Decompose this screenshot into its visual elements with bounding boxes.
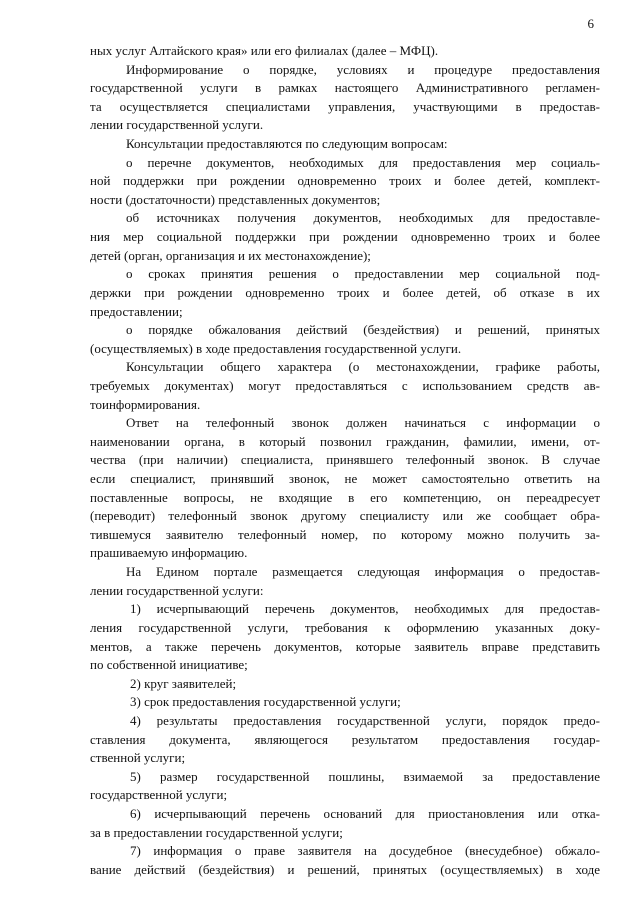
text-line: На Едином портале размещается следующая информация о предостав- — [126, 564, 600, 580]
text-line: Консультации предоставляются по следующим вопросам: — [126, 136, 448, 152]
text-line: государственной услуги в рамках настоящего Административного регламен- — [90, 80, 600, 96]
text-line: тоинформирования. — [90, 396, 201, 412]
text-line: (осуществляемых) в ходе предоставления государственной услуги. — [90, 340, 462, 356]
text-line: та осуществляется специалистами управления, участвующими в предостав- — [90, 98, 600, 114]
text-line: о сроках принятия решения о предоставлении мер социальной под- — [126, 266, 600, 282]
text-line: лении государственной услуги. — [90, 117, 264, 133]
text-line: ления государственной услуги, требования к оформлению указанных доку- — [90, 619, 600, 635]
text-line: требуемых документах) могут предоставляться с использованием средств ав- — [90, 377, 600, 393]
text-line: прашиваемую информацию. — [90, 545, 248, 561]
text-line: (переводит) телефонный звонок другому специалисту или же сообщает обра- — [90, 508, 600, 524]
text-line: по собственной инициативе; — [90, 657, 248, 673]
text-line: о порядке обжалования действий (бездействия) и решений, принятых — [126, 322, 600, 338]
text-line: об источниках получения документов, необходимых для предоставле- — [126, 210, 600, 226]
text-line: поставленные вопросы, не входящие в его компетенцию, он переадресует — [90, 489, 600, 505]
text-line: 3) срок предоставления государственной услуги; — [130, 694, 401, 710]
text-line: 7) информация о праве заявителя на досудебное (внесудебное) обжало- — [130, 843, 600, 859]
page-number: 6 — [587, 16, 594, 31]
text-line: лении государственной услуги: — [90, 582, 264, 598]
text-line: детей (орган, организация и их местонахождение); — [90, 247, 371, 263]
text-line: 6) исчерпывающий перечень оснований для приостановления или отка- — [130, 805, 600, 821]
text-line: вание действий (бездействия) и решений, принятых (осуществляемых) в ходе — [90, 861, 600, 877]
body-text — [90, 42, 600, 879]
text-line: ных услуг Алтайского края» или его филиалах (далее – МФЦ). — [90, 43, 439, 58]
text-line: 1) исчерпывающий перечень документов, необходимых для предостав- — [130, 601, 600, 617]
text-line: о перечне документов, необходимых для предоставления мер социаль- — [126, 154, 600, 170]
text-line: ставления документа, являющегося результатом предоставления государ- — [90, 731, 600, 747]
text-line: наименовании органа, в который позвонил гражданин, фамилии, имени, от- — [90, 433, 600, 449]
text-line: если специалист, принявший звонок, не может самостоятельно ответить на — [90, 471, 600, 487]
text-line: 2) круг заявителей; — [130, 675, 237, 691]
text-line: государственной услуги; — [90, 787, 228, 803]
text-line: держки при рождении одновременно троих и более детей, об отказе в их — [90, 284, 600, 300]
text-line: ственной услуги; — [90, 750, 186, 766]
text-line: за в предоставлении государственной услуги; — [90, 824, 343, 840]
text-line: Консультации общего характера (о местонахождении, графике работы, — [126, 359, 600, 375]
text-line: 5) размер государственной пошлины, взимаемой за предоставление — [130, 768, 600, 784]
text-line: Ответ на телефонный звонок должен начинаться с информации о — [126, 415, 600, 431]
text-line: ментов, а также перечень документов, которые заявитель вправе представить — [90, 638, 600, 654]
text-line: ности (достаточности) представленных документов; — [90, 191, 381, 207]
text-line: ния мер социальной поддержки при рождении одновременно троих и более — [90, 229, 600, 245]
text-line: Информирование о порядке, условиях и процедуре предоставления — [126, 61, 600, 77]
text-line: 4) результаты предоставления государственной услуги, порядок предо- — [130, 712, 600, 728]
text-line: чества (при наличии) специалиста, принявшего телефонный звонок. В случае — [90, 452, 600, 468]
text-line: ной поддержки при рождении одновременно троих и более детей, комплект- — [90, 173, 600, 189]
text-line: тившемуся заявителю телефонный номер, по которому можно получить за- — [90, 526, 600, 542]
text-line: предоставлении; — [90, 303, 183, 319]
